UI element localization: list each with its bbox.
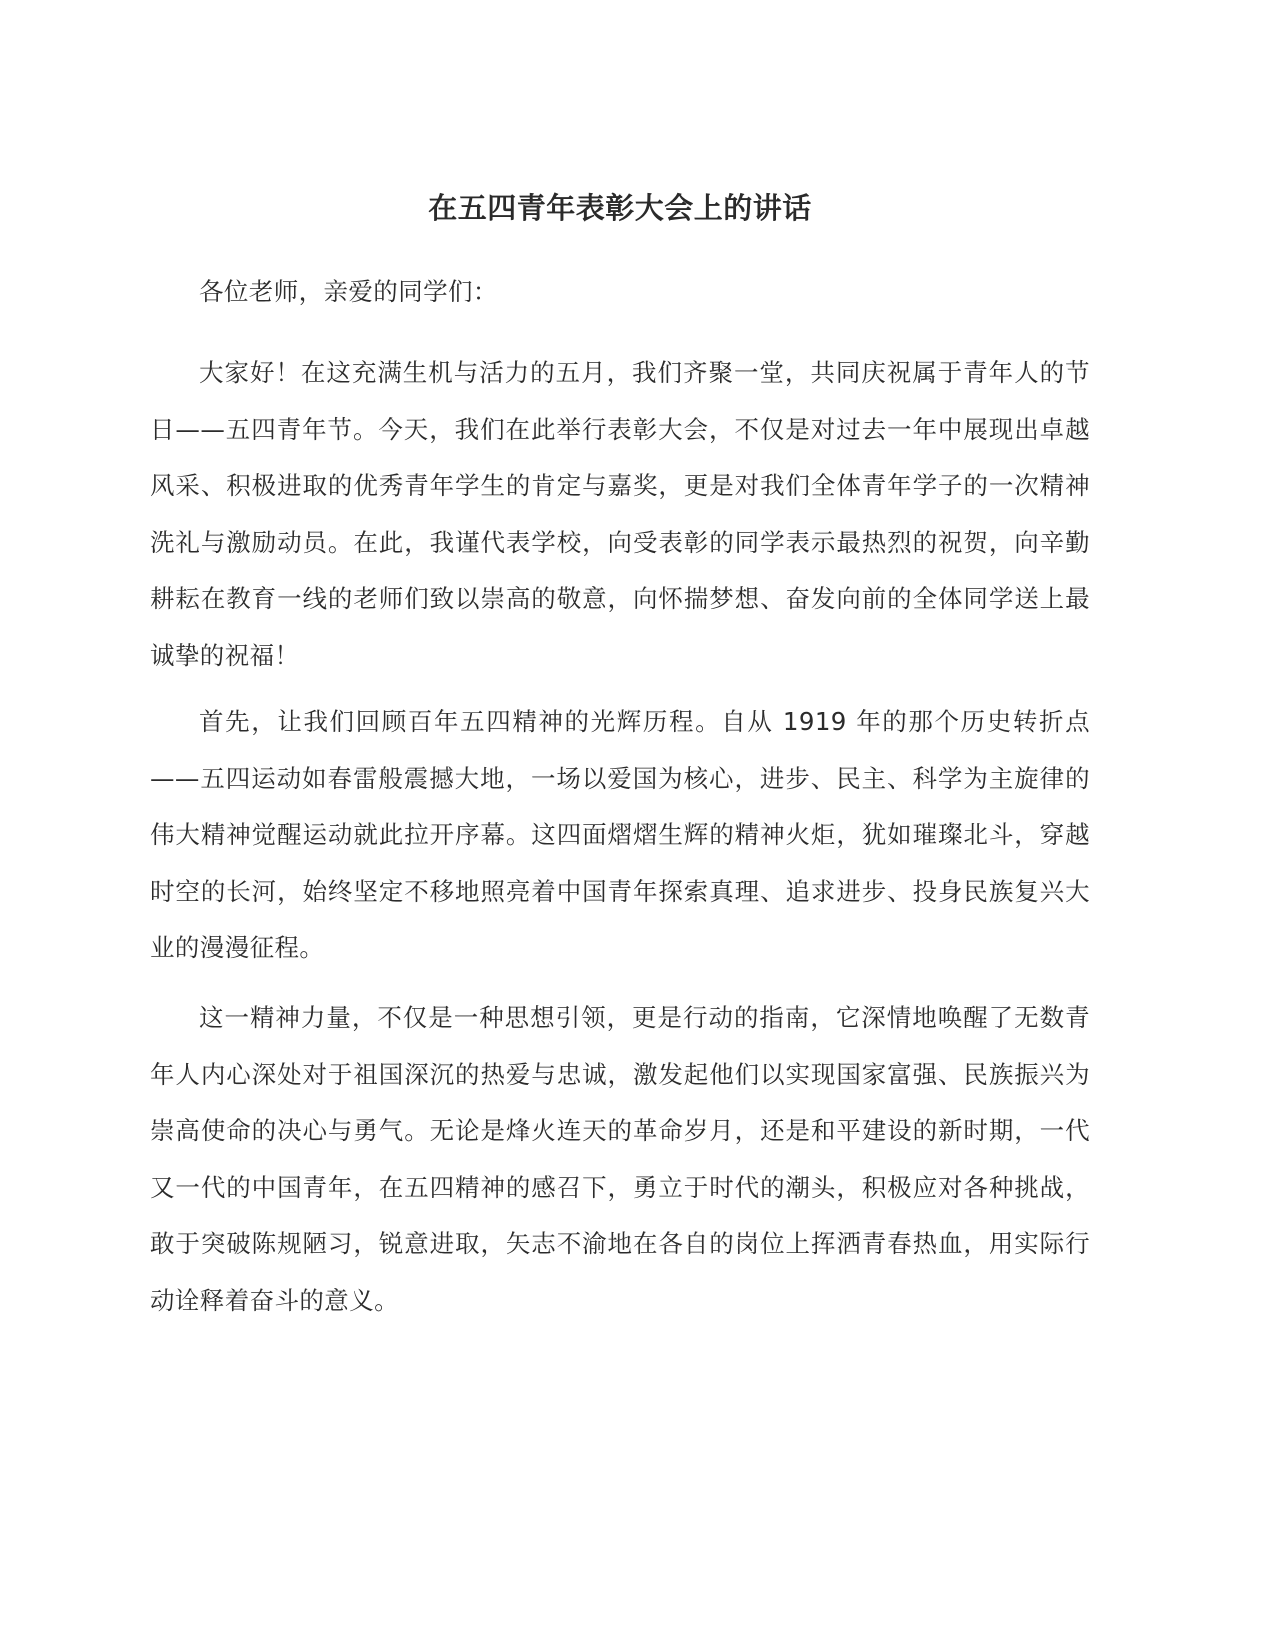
document-title: 在五四青年表彰大会上的讲话 bbox=[428, 191, 812, 225]
paragraph-3: 这一精神力量，不仅是一种思想引领，更是行动的指南，它深情地唤醒了无数青年人内心深处对于祖国深沉的热爱与忠诚，激发起他们以实现国家富强、民族振兴为崇高使命的决心与勇气。无论是烽火连天的革命岁月，还是和平建设的新时期，一代又一代的中国青年，在五四精神的感召下，勇立于时代的潮头，积极应对各种挑战，敢于突破陈规陋习，锐意进取，矢志不渝地在各自的岗位上挥洒青春热血，用实际行动诠释着奋斗的意义。 bbox=[150, 1003, 1090, 1315]
paragraph-1: 大家好！在这充满生机与活力的五月，我们齐聚一堂，共同庆祝属于青年人的节日——五四青年节。今天，我们在此举行表彰大会，不仅是对过去一年中展现出卓越风采、积极进取的优秀青年学生的肯定与嘉奖，更是对我们全体青年学子的一次精神洗礼与激励动员。在此，我谨代表学校，向受表彰的同学表示最热烈的祝贺，向辛勤耕耘在教育一线的老师们致以崇高的敬意，向怀揣梦想、奋发向前的全体同学送上最诚挚的祝福！ bbox=[150, 358, 1090, 670]
document-page bbox=[150, 0, 1090, 1650]
greeting: 各位老师，亲爱的同学们： bbox=[199, 277, 498, 306]
paragraph-2: 首先，让我们回顾百年五四精神的光辉历程。自从 1919 年的那个历史转折点——五四运动如春雷般震撼大地，一场以爱国为核心，进步、民主、科学为主旋律的伟大精神觉醒运动就此拉开序幕。这四面熠熠生辉的精神火炬，犹如璀璨北斗，穿越时空的长河，始终坚定不移地照亮着中国青年探索真理、追求进步、投身民族复兴大业的漫漫征程。 bbox=[150, 707, 1090, 962]
